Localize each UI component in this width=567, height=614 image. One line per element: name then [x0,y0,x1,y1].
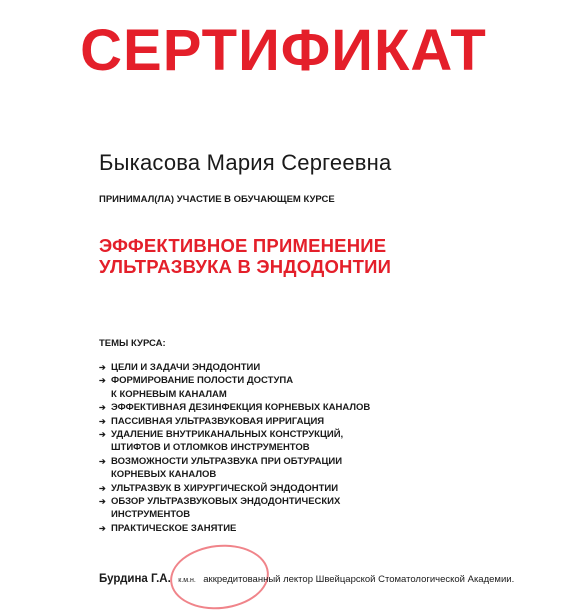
arrow-icon: ➔ [99,363,106,372]
arrow-icon: ➔ [99,403,106,413]
arrow-icon: ➔ [99,523,106,533]
topic-text: ВОЗМОЖНОСТИ УЛЬТРАЗВУКА ПРИ ОБТУРАЦИИ [111,455,343,467]
course-title-line1: ЭФФЕКТИВНОЕ ПРИМЕНЕНИЕ [99,235,387,256]
topics-list [99,361,539,535]
arrow-icon: ➔ [99,456,106,466]
list-item [99,455,539,482]
topic-text-continued: К КОРНЕВЫМ КАНАЛАМ [111,388,227,400]
certificate-title: СЕРТИФИКАТ [80,18,487,83]
arrow-icon: ➔ [99,483,106,493]
topic-text: УЛЬТРАЗВУК В ХИРУРГИЧЕСКОЙ ЭНДОДОНТИИ [111,482,339,494]
arrow-icon: ➔ [99,497,106,507]
list-item [99,415,539,428]
topics-heading: ТЕМЫ КУРСА: [99,338,166,349]
lecturer-name: Бурдина Г.А. [99,573,171,585]
list-item [99,428,539,455]
list-item [99,361,539,374]
lecturer-footer [99,569,514,587]
recipient-name: Быкасова Мария Сергеевна [99,150,392,175]
topic-text: ЭФФЕКТИВНАЯ ДЕЗИНФЕКЦИЯ КОРНЕВЫХ КАНАЛОВ [111,402,371,414]
lecturer-degree: к.м.н. [178,577,196,584]
list-item [99,495,539,522]
list-item [99,482,539,495]
arrow-icon: ➔ [99,430,106,440]
arrow-icon: ➔ [99,376,106,386]
list-item [99,401,539,414]
topic-text: ЦЕЛИ И ЗАДАЧИ ЭНДОДОНТИИ [111,362,261,373]
topic-text-continued: ИНСТРУМЕНТОВ [111,509,191,521]
arrow-icon: ➔ [99,416,106,426]
topic-text: ПРАКТИЧЕСКОЕ ЗАНЯТИЕ [111,522,237,534]
course-title [99,235,391,277]
lecturer-description: аккредитованный лектор Швейцарской Стоматологической Академии. [203,574,515,585]
topic-text: ОБЗОР УЛЬТРАЗВУКОВЫХ ЭНДОДОНТИЧЕСКИХ [111,496,341,508]
participation-text: ПРИНИМАЛ(ЛА) УЧАСТИЕ В ОБУЧАЮЩЕМ КУРСЕ [99,194,335,205]
list-item [99,374,539,401]
topic-text-continued: КОРНЕВЫХ КАНАЛОВ [111,469,217,481]
topic-text: УДАЛЕНИЕ ВНУТРИКАНАЛЬНЫХ КОНСТРУКЦИЙ, [111,429,344,441]
topic-text: ФОРМИРОВАНИЕ ПОЛОСТИ ДОСТУПА [111,375,294,387]
topic-text: ПАССИВНАЯ УЛЬТРАЗВУКОВАЯ ИРРИГАЦИЯ [111,415,325,427]
course-title-line2: УЛЬТРАЗВУКА В ЭНДОДОНТИИ [99,256,392,277]
list-item [99,522,539,535]
topic-text-continued: ШТИФТОВ И ОТЛОМКОВ ИНСТРУМЕНТОВ [111,442,310,454]
